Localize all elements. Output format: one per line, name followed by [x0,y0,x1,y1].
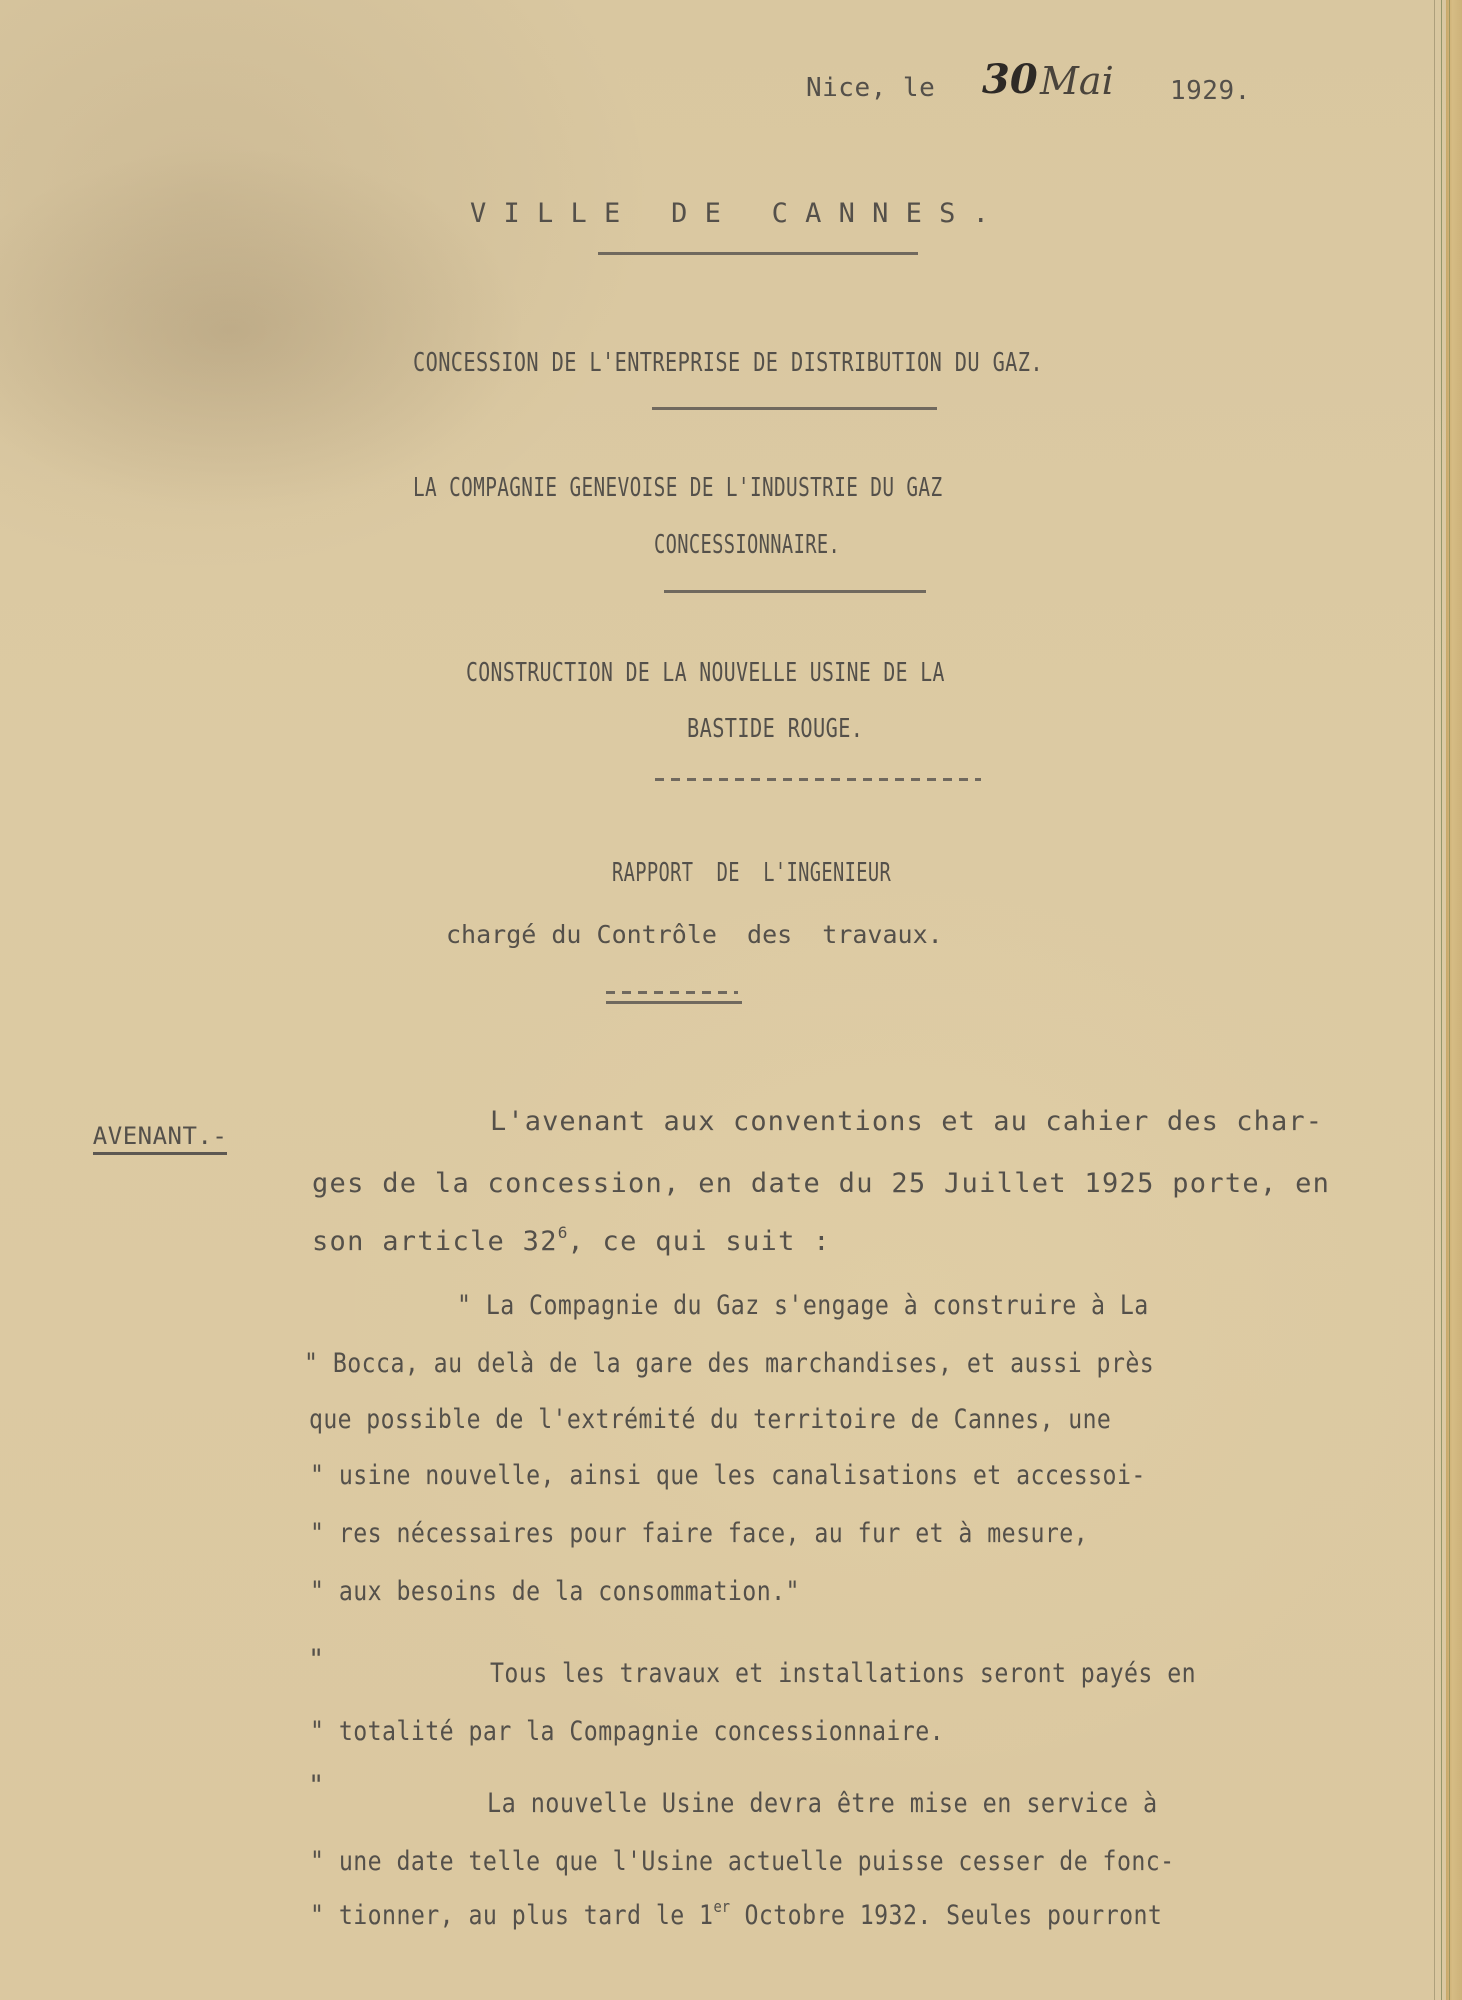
title-concession: CONCESSION DE L'ENTREPRISE DE DISTRIBUTION DU GAZ. [413,348,1043,378]
title-rule [606,1001,742,1004]
title-rule [664,590,926,593]
title-report-line1: RAPPORT DE L'INGENIEUR [612,858,892,888]
title-rule [598,252,918,255]
page-edge [1434,0,1435,2000]
quote-line: " aux besoins de la consommation." [310,1576,800,1607]
superscript: 6 [557,1223,568,1242]
title-dashed-rule [606,991,738,994]
superscript: er [713,1897,731,1916]
title-company-line1: LA COMPAGNIE GENEVOISE DE L'INDUSTRIE DU GAZ [413,473,943,503]
margin-label-wrap [33,1100,227,1172]
date-place: Nice, le [806,73,936,103]
title-construction-line1: CONSTRUCTION DE LA NOUVELLE USINE DE LA [466,658,945,688]
page-edge [1449,0,1450,2000]
quote-line: La nouvelle Usine devra être mise en service à [487,1788,1158,1819]
quote-line [310,1897,1163,1931]
quote-line: " usine nouvelle, ainsi que les canalisations et accessoi- [310,1460,1146,1491]
body-line: ges de la concession, en date du 25 Juillet 1925 porte, en [312,1168,1331,1199]
title-rule [652,407,937,410]
quote-line: " totalité par la Compagnie concessionnaire. [310,1716,945,1747]
quote-line: " res nécessaires pour faire face, au fur et à mesure, [310,1518,1089,1549]
margin-label-avenant: AVENANT.- [93,1122,228,1155]
quote-line: Tous les travaux et installations seront payés en [490,1658,1197,1689]
title-dashed-rule [655,778,981,781]
quote-mark: " [308,1644,325,1675]
body-text: son article 32 [312,1226,558,1257]
body-text: Octobre 1932. Seules pourront [730,1900,1163,1931]
date-day-handwritten: 30 [982,56,1038,103]
body-text: " tionner, au plus tard le 1 [310,1900,714,1931]
quote-line: que possible de l'extrémité du territoire de Cannes, une [309,1404,1112,1435]
title-company-line2: CONCESSIONNAIRE. [654,530,841,560]
page-edge [1441,0,1442,2000]
quote-line: " La Compagnie du Gaz s'engage à construire à La [457,1290,1149,1321]
quote-line: " une date telle que l'Usine actuelle puisse cesser de fonc- [310,1846,1175,1877]
title-construction-line2: BASTIDE ROUGE. [687,714,864,744]
date-year: 1929. [1170,76,1251,106]
title-city: V I L L E D E C A N N E S . [470,198,990,229]
date-month-handwritten: Mai [1040,59,1114,103]
quote-mark: " [308,1770,325,1801]
title-report-line2: chargé du Contrôle des travaux. [446,920,943,949]
body-text: , ce qui suit : [567,1226,831,1257]
quote-line: " Bocca, au delà de la gare des marchandises, et aussi près [304,1348,1155,1379]
body-line [312,1223,831,1257]
body-line: L'avenant aux conventions et au cahier des char- [490,1106,1324,1137]
